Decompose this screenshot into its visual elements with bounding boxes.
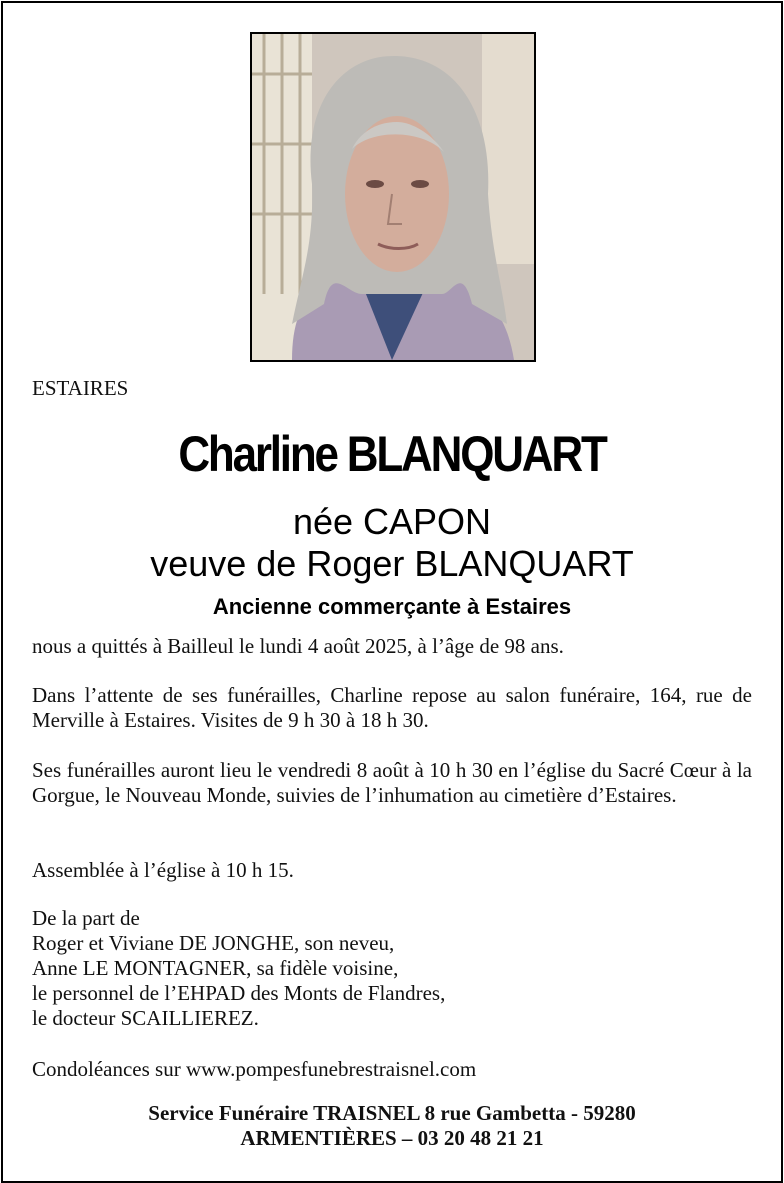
widow-of: veuve de Roger BLANQUART	[150, 543, 634, 584]
family-line: De la part de	[32, 906, 140, 930]
maiden-name: née CAPON	[292, 501, 492, 542]
viewing-info: Dans l’attente de ses funérailles, Charline repose au salon funéraire, 164, rue de Merville à Estaires. Visites de 9 h 30 à 18 h 30.	[32, 683, 752, 732]
assembly-info: Assemblée à l’église à 10 h 15.	[32, 858, 294, 882]
funeral-info: Ses funérailles auront lieu le vendredi 8 août à 10 h 30 en l’église du Sacré Cœur à la Gorgue, le Nouveau Monde, suivies de l’inhumation au cimetière d’Estaires.	[32, 758, 752, 807]
family-list	[32, 906, 752, 1031]
family-line: Roger et Viviane DE JONGHE, son neveu,	[32, 931, 395, 955]
family-line: Anne LE MONTAGNER, sa fidèle voisine,	[32, 956, 399, 980]
occupation: Ancienne commerçante à Estaires	[212, 594, 572, 619]
family-line: le docteur SCAILLIEREZ.	[32, 1006, 259, 1030]
portrait-photo	[250, 32, 536, 362]
death-announcement: nous a quittés à Bailleul le lundi 4 août 2025, à l’âge de 98 ans.	[32, 634, 564, 658]
deceased-name: Charline BLANQUART	[178, 426, 606, 482]
family-line: le personnel de l’EHPAD des Monts de Flandres,	[32, 981, 446, 1005]
condolences-link[interactable]: Condoléances sur www.pompesfunebrestraisnel.com	[32, 1057, 477, 1081]
town-label: ESTAIRES	[32, 376, 129, 400]
funeral-home-address: Service Funéraire TRAISNEL 8 rue Gambetta - 59280	[148, 1101, 636, 1125]
funeral-home-phone: ARMENTIÈRES – 03 20 48 21 21	[240, 1126, 544, 1150]
